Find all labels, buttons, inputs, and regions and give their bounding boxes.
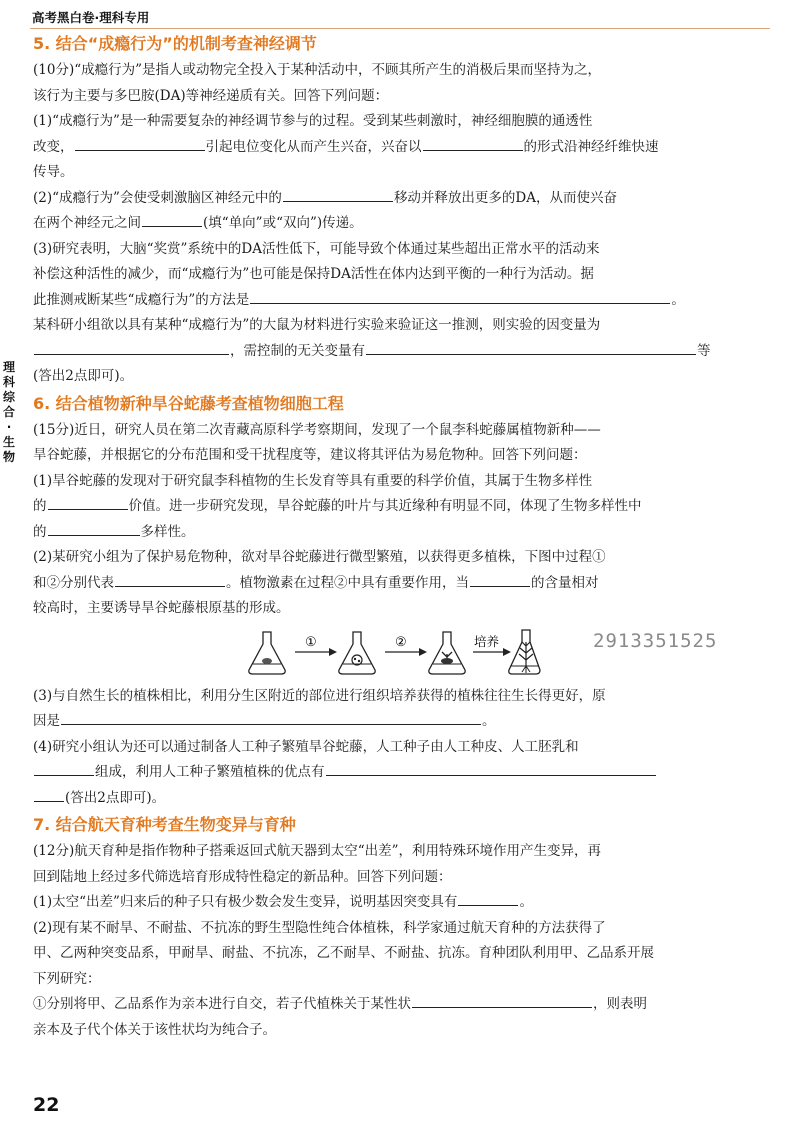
q5-part1-line: 改变， 引起电位变化从而产生兴奋，兴奋以 的形式沿神经纤维快速 xyxy=(33,135,773,161)
q7-part2-line: 下列研究： xyxy=(33,970,101,987)
q5-part3-line: 某科研小组欲以具有某种“成瘾行为”的大鼠为材料进行实验来验证这一推测，则实验的因变量为 xyxy=(33,317,601,333)
q6-part3-line: 因是 。 xyxy=(33,709,773,735)
answer-blank[interactable] xyxy=(61,710,481,725)
q7-part2-line: 甲、乙两种突变品系，甲耐旱、耐盐、不抗冻，乙不耐旱、不耐盐、抗冻。育种团队利用甲、乙品系开展 xyxy=(33,945,654,961)
q6-part3-line: (3)与自然生长的植株相比，利用分生区附近的部位进行组织培养获得的植株往往生长得更好，原 xyxy=(33,687,606,704)
answer-blank[interactable] xyxy=(75,136,205,151)
q6-part2-line: 较高时，主要诱导旱谷蛇藤根原基的形成。 xyxy=(33,600,290,616)
q7-title: 7. 结合航天育种考查生物变异与育种 xyxy=(33,815,296,834)
answer-blank[interactable] xyxy=(48,495,128,510)
q5-intro-line: 该行为主要与多巴胺(DA)等神经递质有关。回答下列问题： xyxy=(33,87,389,104)
q5-part1-line: (1)“成瘾行为”是一种需要复杂的神经调节参与的过程。受到某些刺激时，神经细胞膜的通透性 xyxy=(33,113,593,129)
q6-part1-line: (1)旱谷蛇藤的发现对于研究鼠李科植物的生长发育等具有重要的科学价值，其属于生物多样性 xyxy=(33,472,593,489)
answer-blank[interactable] xyxy=(412,993,592,1008)
q6-intro-line: (15分)近日，研究人员在第二次青藏高原科学考察期间，发现了一个鼠李科蛇藤属植物新种—— xyxy=(33,421,601,438)
answer-blank[interactable] xyxy=(250,289,670,304)
q5-part3-line: (答出2点即可)。 xyxy=(33,368,134,384)
q5-intro-line: (10分)“成瘾行为”是指人或动物完全投入于某种活动中，不顾其所产生的消极后果而坚持为之， xyxy=(33,62,602,78)
q7-part1-line: (1)太空“出差”归来后的种子只有极少数会发生变异，说明基因突变具有 。 xyxy=(33,890,773,916)
page-content xyxy=(33,30,773,1043)
q6-part4-line: (4)研究小组认为还可以通过制备人工种子繁殖旱谷蛇藤，人工种子由人工种皮、人工胚乳和 xyxy=(33,738,579,755)
q6-title: 6. 结合植物新种旱谷蛇藤考查植物细胞工程 xyxy=(33,393,344,413)
answer-blank[interactable] xyxy=(470,572,530,587)
answer-blank[interactable] xyxy=(423,136,523,151)
answer-blank[interactable] xyxy=(283,187,393,202)
q6-intro-line: 旱谷蛇藤，并根据它的分布范围和受干扰程度等，建议将其评估为易危物种。回答下列问题： xyxy=(33,447,587,463)
answer-blank[interactable] xyxy=(458,891,518,906)
answer-blank[interactable] xyxy=(366,340,696,355)
q6-part1-line: 的 价值。进一步研究发现，旱谷蛇藤的叶片与其近缘种有明显不同，体现了生物多样性中 xyxy=(33,494,773,520)
answer-blank[interactable] xyxy=(115,572,225,587)
flask-plantlet xyxy=(509,630,540,674)
q6-part4-line: (答出2点即可)。 xyxy=(33,786,773,812)
tissue-culture-diagram xyxy=(241,624,541,680)
tissue-culture-figure xyxy=(33,622,773,684)
answer-blank[interactable] xyxy=(142,212,202,227)
q5-part2-line: (2)“成瘾行为”会使受刺激脑区神经元中的 移动并释放出更多的DA，从而使兴奋 xyxy=(33,186,773,212)
answer-blank[interactable] xyxy=(48,521,140,536)
process-label-culture: 培养 xyxy=(474,633,500,649)
side-subject-label: 理科综合·生物 xyxy=(2,360,15,464)
q5-part3-line: (3)研究表明，大脑“奖赏”系统中的DA活性低下，可能导致个体通过某些超出正常水平的活动来 xyxy=(33,240,600,257)
page-number: 22 xyxy=(33,1094,60,1116)
q7-part2-line: 亲本及子代个体关于该性状均为纯合子。 xyxy=(33,1021,276,1038)
q5-part3-line: 此推测戒断某些“成瘾行为”的方法是 。 xyxy=(33,288,773,314)
q6-part1-line: 的 多样性。 xyxy=(33,520,773,546)
q6-part2-line: 和②分别代表 。植物激素在过程②中具有重要作用，当 的含量相对 xyxy=(33,571,773,597)
q7-intro-line: 回到陆地上经过多代筛选培育形成特性稳定的新品种。回答下列问题： xyxy=(33,868,452,885)
flask-explant xyxy=(249,632,285,674)
q5-part1-line: 传导。 xyxy=(33,164,74,180)
process-label-2: ② xyxy=(395,634,407,650)
q6-part4-line: 组成，利用人工种子繁殖植株的优点有 xyxy=(33,760,773,786)
q5-part3-line: 补偿这种活性的减少，而“成瘾行为”也可能是保持DA活性在体内达到平衡的一种行为活动。据 xyxy=(33,266,594,282)
flask-bud xyxy=(429,632,465,674)
q7-part2-line: (2)现有某不耐旱、不耐盐、不抗冻的野生型隐性纯合体植株，科学家通过航天育种的方法获得了 xyxy=(33,919,606,936)
arrow-process-1 xyxy=(295,635,337,656)
answer-blank[interactable] xyxy=(34,787,64,802)
q5-title: 5. 结合“成瘾行为”的机制考查神经调节 xyxy=(33,34,317,53)
process-label-1: ① xyxy=(305,634,317,650)
answer-blank[interactable] xyxy=(34,340,229,355)
answer-blank[interactable] xyxy=(34,761,94,776)
q6-part2-line: (2)某研究小组为了保护易危物种，欲对旱谷蛇藤进行微型繁殖，以获得更多植株，下图中过程① xyxy=(33,549,606,565)
page-header: 高考黑白卷·理科专用 xyxy=(32,10,150,25)
q5-part2-line: 在两个神经元之间 (填“单向”或“双向”)传递。 xyxy=(33,211,773,237)
arrow-culture xyxy=(473,634,511,656)
q7-part2-line: ①分别将甲、乙品系作为亲本进行自交，若子代植株关于某性状 ，则表明 xyxy=(33,992,773,1018)
answer-blank[interactable] xyxy=(326,761,656,776)
q5-part3-line: ，需控制的无关变量有 等 xyxy=(33,339,773,365)
q7-intro-line: (12分)航天育种是指作物种子搭乘返回式航天器到太空“出差”，利用特殊环境作用产生变异，再 xyxy=(33,843,602,859)
handwritten-number: 2913351525 xyxy=(593,629,718,652)
header-divider xyxy=(30,28,770,29)
flask-callus xyxy=(339,632,375,674)
arrow-process-2 xyxy=(385,635,427,656)
